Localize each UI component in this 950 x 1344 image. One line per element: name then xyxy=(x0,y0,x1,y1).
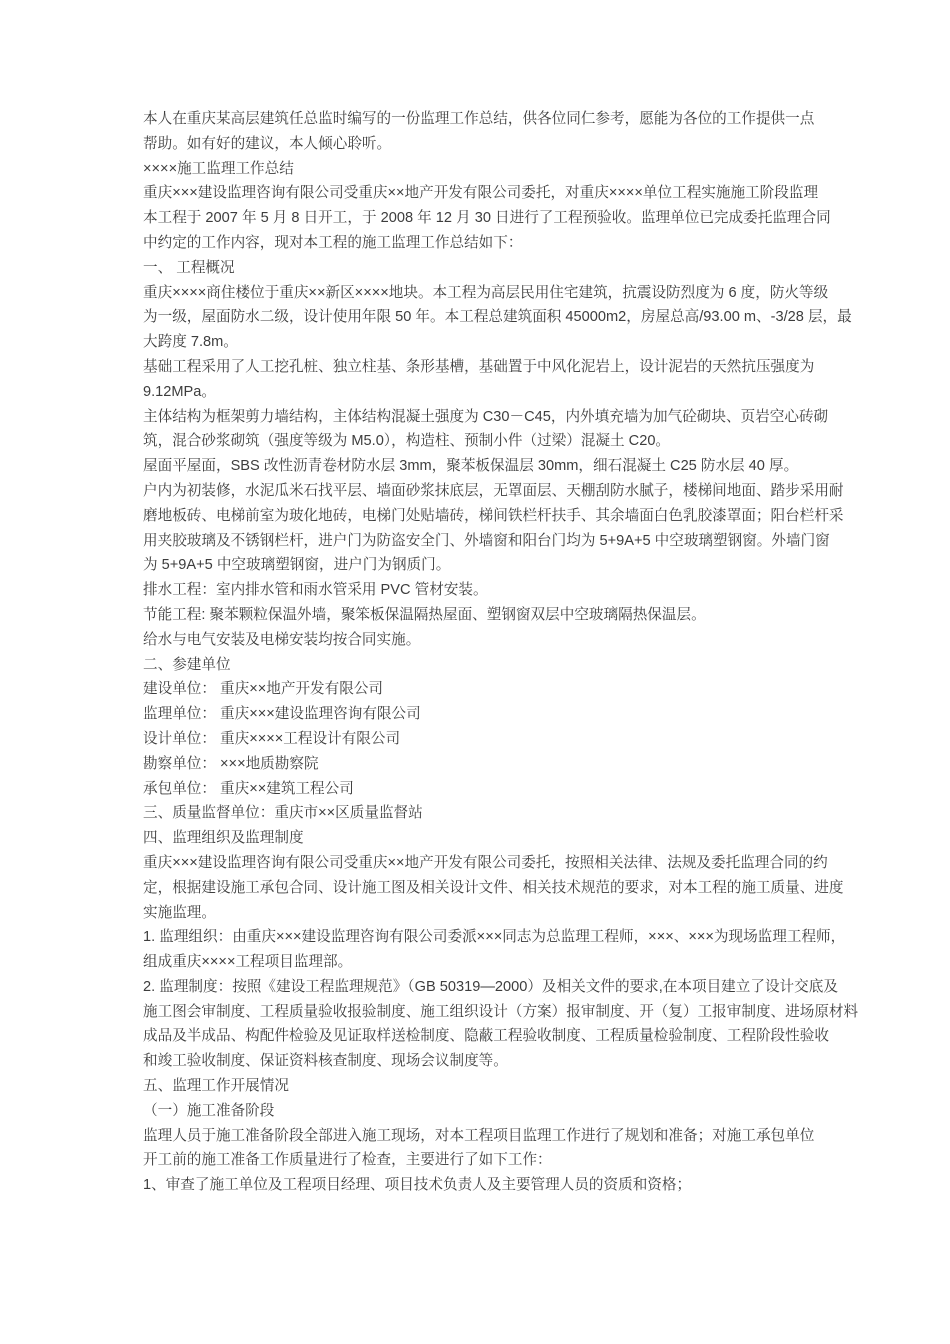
text-line: ××××施工监理工作总结 xyxy=(143,160,294,177)
text-line: 排水工程：室内排水管和雨水管采用 PVC 管材安装。 xyxy=(143,582,488,599)
text-line: 中约定的工作内容，现对本工程的施工监理工作总结如下： xyxy=(143,234,523,251)
text-line: 成品及半成品、构配件检验及见证取样送检制度、隐蔽工程验收制度、工程质量检验制度、工程阶段性验收 xyxy=(143,1028,829,1045)
text-line: 承包单位： 重庆××建筑工程公司 xyxy=(143,780,354,797)
text-line: 用夹胶玻璃及不锈钢栏杆，进户门为防盗安全门、外墙窗和阳台门均为 5+9A+5 中空玻璃塑钢窗。外墙门窗 xyxy=(143,532,830,549)
text-line: 重庆×××建设监理咨询有限公司受重庆××地产开发有限公司委托，按照相关法律、法规及委托监理合同的约 xyxy=(143,854,828,871)
text-line: 主体结构为框架剪力墙结构，主体结构混凝土强度为 C30－C45，内外填充墙为加气砼砌块、页岩空心砖砌 xyxy=(143,408,829,425)
text-line: 重庆×××建设监理咨询有限公司受重庆××地产开发有限公司委托，对重庆××××单位工程实施施工阶段监理 xyxy=(143,185,819,202)
text-line: 一、 工程概况 xyxy=(143,259,235,276)
text-line: 筑，混合砂浆砌筑（强度等级为 M5.0），构造柱、预制小件（过梁）混凝土 C20。 xyxy=(143,433,671,450)
text-line: 屋面平屋面，SBS 改性沥青卷材防水层 3mm，聚苯板保温层 30mm，细石混凝土 C25 防水层 40 厚。 xyxy=(143,458,799,475)
text-line: 施工图会审制度、工程质量验收报验制度、施工组织设计（方案）报审制度、开（复）工报审制度、进场原材料 xyxy=(143,1003,859,1020)
text-line: 二、参建单位 xyxy=(143,656,231,673)
text-line: 本工程于 2007 年 5 月 8 日开工，于 2008 年 12 月 30 日进行了工程预验收。监理单位已完成委托监理合同 xyxy=(143,210,831,227)
text-line: 开工前的施工准备工作质量进行了检查，主要进行了如下工作： xyxy=(143,1152,552,1169)
text-line: 设计单位： 重庆××××工程设计有限公司 xyxy=(143,730,401,747)
text-line: 给水与电气安装及电梯安装均按合同实施。 xyxy=(143,631,421,648)
text-line: 大跨度 7.8m。 xyxy=(143,334,238,351)
text-line: 和竣工验收制度、保证资料核查制度、现场会议制度等。 xyxy=(143,1053,508,1070)
text-line: 四、监理组织及监理制度 xyxy=(143,830,304,847)
text-line: 组成重庆××××工程项目监理部。 xyxy=(143,954,353,971)
text-line: 节能工程: 聚苯颗粒保温外墙，聚笨板保温隔热屋面、塑钢窗双层中空玻璃隔热保温层。 xyxy=(143,606,706,623)
text-line: 定，根据建设施工承包合同、设计施工图及相关设计文件、相关技术规范的要求，对本工程的施工质量、进度 xyxy=(143,879,844,896)
text-line: 五、监理工作开展情况 xyxy=(143,1078,289,1095)
document-text-block xyxy=(143,107,859,1198)
text-line: 实施监理。 xyxy=(143,904,216,921)
text-line: 磨地板砖、电梯前室为玻化地砖，电梯门处贴墙砖，梯间铁栏杆扶手、其余墙面白色乳胶漆罩面；阳台栏杆采 xyxy=(143,507,844,524)
text-line: 9.12MPa。 xyxy=(143,383,217,400)
text-line: 监理人员于施工准备阶段全部进入施工现场，对本工程项目监理工作进行了规划和准备；对施工承包单位 xyxy=(143,1127,815,1144)
text-line: （一）施工准备阶段 xyxy=(143,1102,275,1119)
text-line: 建设单位： 重庆××地产开发有限公司 xyxy=(143,681,384,698)
text-line: 1. 监理组织：由重庆×××建设监理咨询有限公司委派×××同志为总监理工程师，×××、×××为现场监理工程师， xyxy=(143,929,846,946)
text-line: 监理单位： 重庆×××建设监理咨询有限公司 xyxy=(143,706,421,723)
text-line: 2. 监理制度：按照《建设工程监理规范》（GB 50319—2000）及相关文件的要求,在本项目建立了设计交底及 xyxy=(143,978,838,995)
text-line: 帮助。如有好的建议，本人倾心聆听。 xyxy=(143,135,392,152)
text-line: 为 5+9A+5 中空玻璃塑钢窗，进户门为钢质门。 xyxy=(143,557,451,574)
text-line: 户内为初装修，水泥瓜米石找平层、墙面砂浆抹底层，无罩面层、天棚刮防水腻子，楼梯间地面、踏步采用耐 xyxy=(143,482,844,499)
text-line: 勘察单位： ×××地质勘察院 xyxy=(143,755,319,772)
text-line: 为一级，屋面防水二级，设计使用年限 50 年。本工程总建筑面积 45000m2，房屋总高/93.00 m、-3/28 层，最 xyxy=(143,309,852,326)
text-line: 1、审查了施工单位及工程项目经理、项目技术负责人及主要管理人员的资质和资格； xyxy=(143,1177,692,1194)
text-line: 基础工程采用了人工挖孔桩、独立柱基、条形基槽，基础置于中风化泥岩上，设计泥岩的天然抗压强度为 xyxy=(143,358,815,375)
text-line: 本人在重庆某高层建筑任总监时编写的一份监理工作总结，供各位同仁参考，愿能为各位的工作提供一点 xyxy=(143,111,815,127)
text-line: 重庆××××商住楼位于重庆××新区××××地块。本工程为高层民用住宅建筑，抗震设防烈度为 6 度，防火等级 xyxy=(143,284,829,301)
text-line: 三、质量监督单位：重庆市××区质量监督站 xyxy=(143,805,423,822)
